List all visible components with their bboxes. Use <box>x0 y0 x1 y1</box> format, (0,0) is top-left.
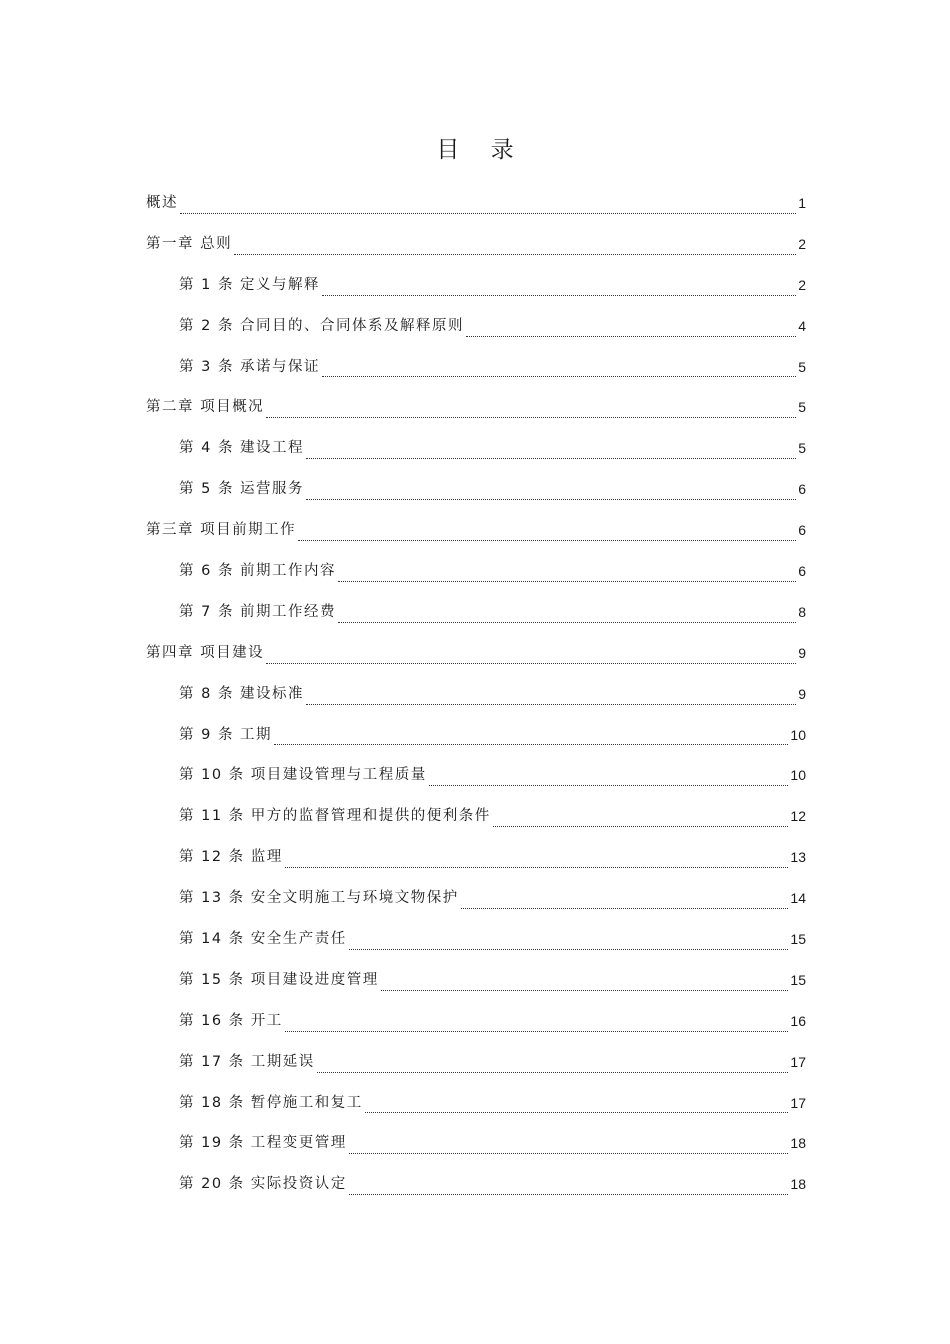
toc-page-number: 18 <box>790 1176 806 1193</box>
toc-dot-leader <box>306 498 796 500</box>
toc-article-entry[interactable] <box>146 681 806 722</box>
toc-dot-leader <box>381 989 789 991</box>
toc-chapter-entry[interactable] <box>146 640 806 681</box>
toc-entry-label: 第 11 条 甲方的监督管理和提供的便利条件 <box>179 808 491 825</box>
toc-entry-label: 第 17 条 工期延误 <box>179 1053 315 1070</box>
toc-entry-label: 第 4 条 建设工程 <box>179 440 305 457</box>
toc-list <box>146 190 806 1212</box>
toc-article-entry[interactable] <box>146 272 806 313</box>
toc-entry-label: 第 8 条 建设标准 <box>179 685 305 702</box>
toc-entry-label: 概述 <box>146 195 178 211</box>
toc-article-entry[interactable] <box>146 967 806 1008</box>
toc-dot-leader <box>234 253 796 255</box>
toc-dot-leader <box>365 1111 789 1113</box>
toc-dot-leader <box>461 907 789 909</box>
toc-entry-label: 第 9 条 工期 <box>179 726 273 743</box>
toc-entry-label: 第 13 条 安全文明施工与环境文物保护 <box>179 890 459 907</box>
toc-page-number: 5 <box>798 399 806 416</box>
toc-entry-label: 第 14 条 安全生产责任 <box>179 931 347 948</box>
toc-article-entry[interactable] <box>146 558 806 599</box>
toc-article-entry[interactable] <box>146 313 806 354</box>
toc-dot-leader <box>274 743 788 745</box>
toc-dot-leader <box>349 1193 789 1195</box>
toc-entry-label: 第 7 条 前期工作经费 <box>179 603 337 620</box>
toc-dot-leader <box>429 784 789 786</box>
toc-article-entry[interactable] <box>146 1171 806 1212</box>
toc-article-entry[interactable] <box>146 1008 806 1049</box>
toc-entry-label: 第三章 项目前期工作 <box>146 522 297 539</box>
toc-article-entry[interactable] <box>146 844 806 885</box>
toc-entry-label: 第 18 条 暂停施工和复工 <box>179 1094 363 1111</box>
toc-dot-leader <box>338 580 796 582</box>
toc-title: 目 录 <box>436 137 526 163</box>
toc-article-entry[interactable] <box>146 354 806 395</box>
toc-page-number: 17 <box>790 1094 806 1111</box>
toc-page-number: 8 <box>798 603 806 620</box>
toc-dot-leader <box>306 703 796 705</box>
toc-page-number: 2 <box>798 276 806 293</box>
toc-article-entry[interactable] <box>146 476 806 517</box>
toc-page-number: 13 <box>790 849 806 866</box>
toc-page-number: 4 <box>798 317 806 334</box>
toc-article-entry[interactable] <box>146 885 806 926</box>
toc-dot-leader <box>266 662 796 664</box>
toc-page-number: 6 <box>798 522 806 539</box>
toc-chapter-entry[interactable] <box>146 231 806 272</box>
toc-article-entry[interactable] <box>146 1090 806 1131</box>
toc-page-number: 18 <box>790 1135 806 1152</box>
toc-page-number: 5 <box>798 358 806 375</box>
toc-chapter-entry[interactable] <box>146 190 806 231</box>
toc-page-number: 10 <box>790 767 806 784</box>
toc-dot-leader <box>466 335 796 337</box>
toc-entry-label: 第 16 条 开工 <box>179 1012 283 1029</box>
toc-page-number: 15 <box>790 931 806 948</box>
toc-dot-leader <box>322 294 796 296</box>
toc-page-number: 9 <box>798 644 806 661</box>
toc-page-number: 12 <box>790 808 806 825</box>
toc-page-number: 5 <box>798 440 806 457</box>
toc-page-number: 16 <box>790 1012 806 1029</box>
toc-article-entry[interactable] <box>146 435 806 476</box>
toc-chapter-entry[interactable] <box>146 394 806 435</box>
toc-page-number: 9 <box>798 685 806 702</box>
toc-page-number: 6 <box>798 563 806 580</box>
toc-page-number: 14 <box>790 890 806 907</box>
toc-entry-label: 第 5 条 运营服务 <box>179 481 305 498</box>
toc-entry-label: 第一章 总则 <box>146 235 233 252</box>
toc-article-entry[interactable] <box>146 926 806 967</box>
toc-dot-leader <box>349 1152 789 1154</box>
toc-entry-label: 第 20 条 实际投资认定 <box>179 1176 347 1193</box>
toc-dot-leader <box>266 416 796 418</box>
toc-dot-leader <box>338 621 796 623</box>
toc-article-entry[interactable] <box>146 803 806 844</box>
toc-entry-label: 第 2 条 合同目的、合同体系及解释原则 <box>179 317 465 334</box>
toc-dot-leader <box>285 1030 789 1032</box>
toc-dot-leader <box>285 866 789 868</box>
toc-page-number: 10 <box>790 726 806 743</box>
toc-article-entry[interactable] <box>146 599 806 640</box>
toc-entry-label: 第四章 项目建设 <box>146 644 265 661</box>
toc-page-number: 1 <box>798 195 806 211</box>
toc-entry-label: 第 19 条 工程变更管理 <box>179 1135 347 1152</box>
toc-entry-label: 第 15 条 项目建设进度管理 <box>179 971 379 988</box>
toc-dot-leader <box>298 539 796 541</box>
toc-entry-label: 第 10 条 项目建设管理与工程质量 <box>179 767 427 784</box>
toc-entry-label: 第 1 条 定义与解释 <box>179 276 321 293</box>
toc-dot-leader <box>322 375 796 377</box>
toc-entry-label: 第 12 条 监理 <box>179 849 283 866</box>
toc-entry-label: 第 6 条 前期工作内容 <box>179 563 337 580</box>
toc-entry-label: 第二章 项目概况 <box>146 399 265 416</box>
toc-article-entry[interactable] <box>146 1130 806 1171</box>
toc-article-entry[interactable] <box>146 1049 806 1090</box>
toc-article-entry[interactable] <box>146 722 806 763</box>
toc-dot-leader <box>306 457 796 459</box>
toc-article-entry[interactable] <box>146 762 806 803</box>
toc-dot-leader <box>180 212 796 214</box>
toc-dot-leader <box>349 948 789 950</box>
toc-entry-label: 第 3 条 承诺与保证 <box>179 358 321 375</box>
toc-chapter-entry[interactable] <box>146 517 806 558</box>
toc-dot-leader <box>493 825 789 827</box>
toc-page-number: 17 <box>790 1053 806 1070</box>
toc-page-number: 15 <box>790 971 806 988</box>
toc-page-number: 6 <box>798 481 806 498</box>
toc-dot-leader <box>317 1071 789 1073</box>
toc-page-number: 2 <box>798 235 806 252</box>
